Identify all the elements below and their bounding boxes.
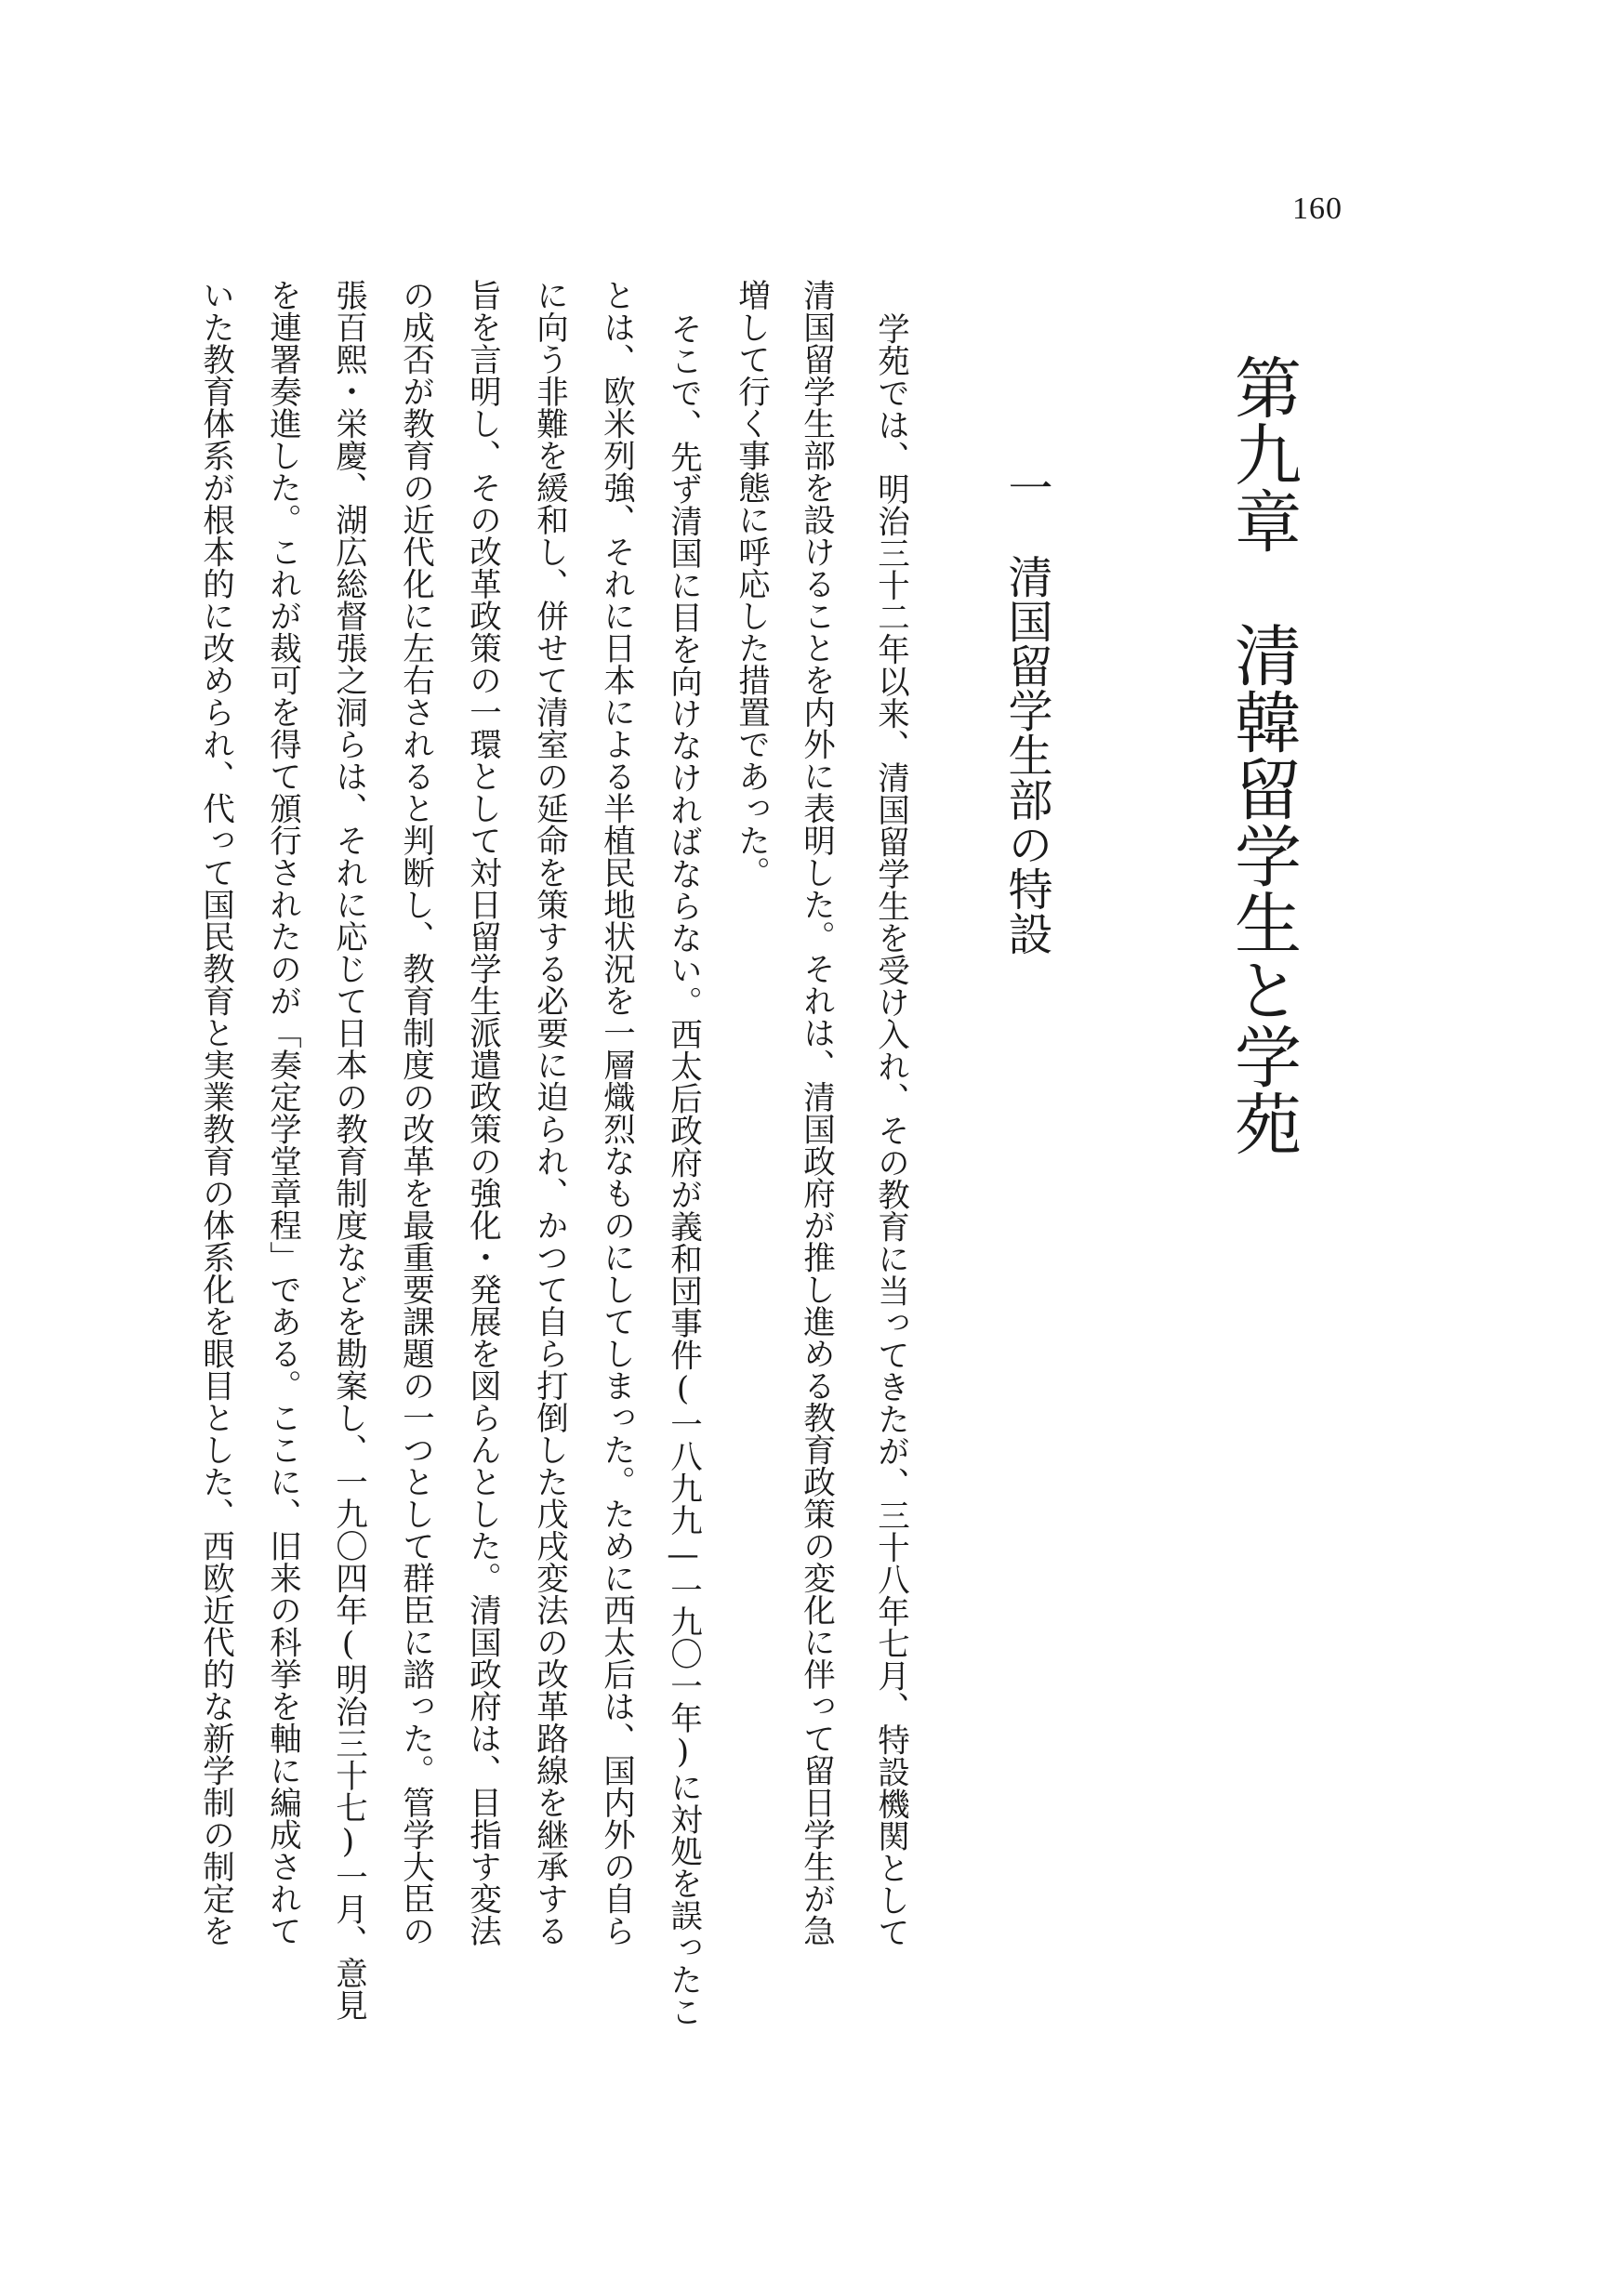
body-line-2: 清国留学生部を設けることを内外に表明した。それは、清国政府が推し進める教育政策の変化に伴って留日学生が急 <box>797 279 835 1946</box>
body-line-9: 張百熙・栄慶、湖広総督張之洞らは、それに応じて日本の教育制度などを勘案し、一九〇四年(明治三十七)一月、意見 <box>329 279 367 2021</box>
body-line-4: そこで、先ず清国に目を向けなければならない。西太后政府が義和団事件(一八九九—一九〇一年)に対処を誤ったこ <box>664 312 702 2027</box>
body-line-10: を連署奏進した。これが裁可を得て頒行されたのが「奏定学堂章程」である。ここに、旧来の科挙を軸に編成されて <box>263 279 301 1946</box>
section-heading: 一 清国留学生部の特設 <box>1000 465 1052 956</box>
body-line-1: 学苑では、明治三十二年以来、清国留学生を受け入れ、その教育に当ってきたが、三十八年七月、特設機関として <box>871 312 909 1948</box>
chapter-title: 第九章 清韓留学生と学苑 <box>1224 353 1302 1156</box>
body-line-5: とは、欧米列強、それに日本による半植民地状況を一層熾烈なものにしてしまった。ために西太后は、国内外の自ら <box>597 279 635 1946</box>
body-line-11: いた教育体系が根本的に改められ、代って国民教育と実業教育の体系化を眼目とした、西欧近代的な新学制の制定を <box>196 279 234 1946</box>
page-number: 160 <box>1292 191 1343 226</box>
body-line-7: 旨を言明し、その改革政策の一環として対日留学生派遣政策の強化・発展を図らんとした。清国政府は、目指す変法 <box>463 279 501 1946</box>
body-line-3: 増して行く事態に呼応した措置であった。 <box>732 279 770 889</box>
body-line-8: の成否が教育の近代化に左右されると判断し、教育制度の改革を最重要課題の一つとして群臣に諮った。管学大臣の <box>396 279 434 1946</box>
body-line-6: に向う非難を緩和し、併せて清室の延命を策する必要に迫られ、かつて自ら打倒した戊戌変法の改革路線を継承する <box>530 279 568 1946</box>
